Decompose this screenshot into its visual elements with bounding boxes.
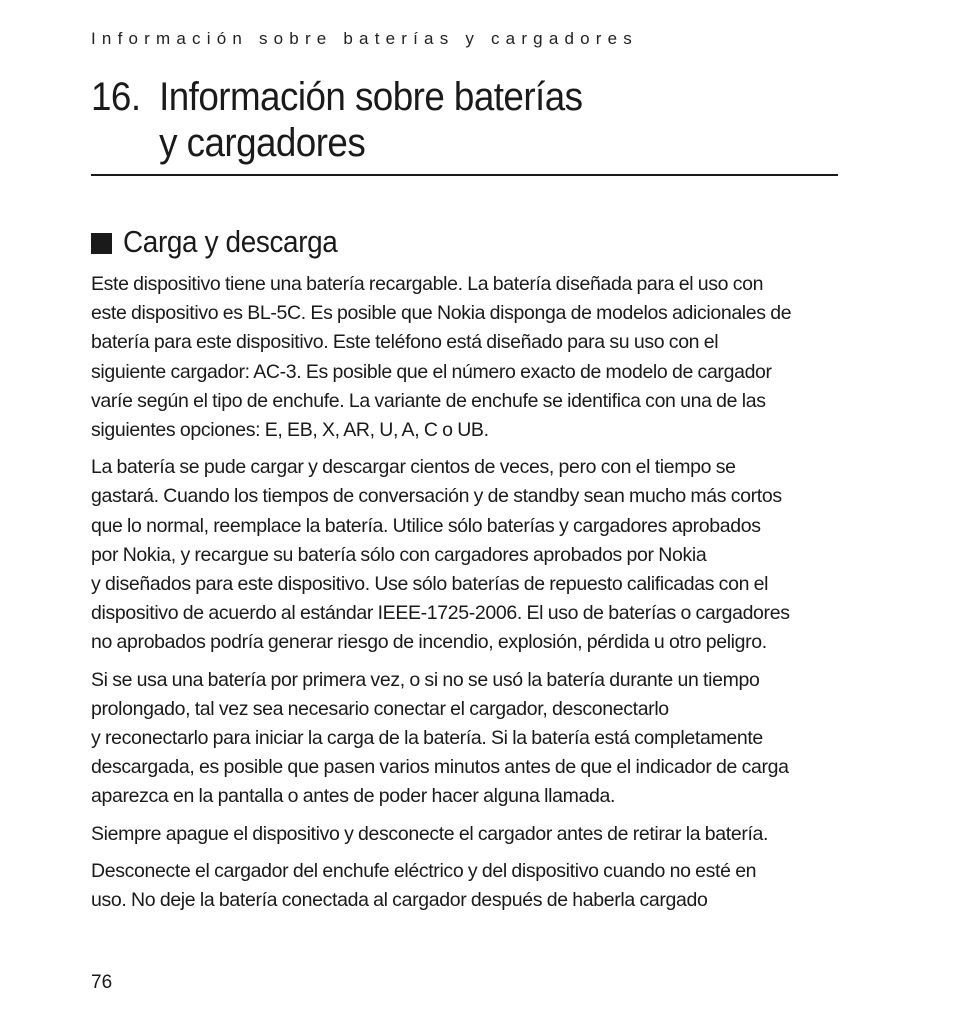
page-number: 76 — [91, 972, 113, 993]
chapter-heading — [91, 74, 838, 176]
text-line: Desconecte el cargador del enchufe eléctrico y del dispositivo cuando no esté en — [91, 859, 757, 882]
text-line: Este dispositivo tiene una batería recargable. La batería diseñada para el uso con — [91, 273, 764, 295]
paragraph — [91, 270, 843, 445]
chapter-title-line: y cargadores — [159, 121, 366, 165]
section-title: Carga y descarga — [123, 224, 338, 259]
square-bullet-icon — [91, 233, 112, 254]
paragraph — [91, 666, 843, 812]
text-line: y reconectarlo para iniciar la carga de la batería. Si la batería está completamente — [91, 727, 763, 750]
text-line: aparezca en la pantalla o antes de poder hacer alguna llamada. — [91, 785, 616, 808]
text-line: La batería se pude cargar y descargar cientos de veces, pero con el tiempo se — [91, 456, 736, 479]
paragraph — [91, 820, 843, 849]
chapter-number: 16. — [91, 75, 141, 119]
text-line: descargada, es posible que pasen varios minutos antes de que el indicador de carga — [91, 756, 789, 779]
text-line: siguiente cargador: AC-3. Es posible que el número exacto de modelo de cargador — [91, 360, 772, 383]
chapter-title — [91, 74, 778, 166]
text-line: y diseñados para este dispositivo. Use sólo baterías de repuesto calificadas con el — [91, 573, 769, 596]
text-line: por Nokia, y recargue su batería sólo con cargadores aprobados por Nokia — [91, 543, 707, 566]
chapter-title-line: Información sobre baterías — [159, 75, 583, 119]
text-line: este dispositivo es BL-5C. Es posible que Nokia disponga de modelos adicionales de — [91, 302, 792, 325]
body-text — [91, 270, 843, 923]
running-header: Información sobre baterías y cargadores — [91, 29, 639, 48]
text-line: dispositivo de acuerdo al estándar IEEE-1725-2006. El uso de baterías o cargadores — [91, 602, 790, 625]
text-line: Siempre apague el dispositivo y desconecte el cargador antes de retirar la batería. — [91, 822, 769, 845]
text-line: no aprobados podría generar riesgo de incendio, explosión, pérdida u otro peligro. — [91, 631, 767, 654]
text-line: batería para este dispositivo. Este teléfono está diseñado para su uso con el — [91, 331, 719, 354]
text-line: Si se usa una batería por primera vez, o si no se usó la batería durante un tiempo — [91, 668, 760, 691]
chapter-title-text — [159, 74, 674, 166]
text-line: gastará. Cuando los tiempos de conversación y de standby sean mucho más cortos — [91, 485, 782, 508]
text-line: varíe según el tipo de enchufe. La variante de enchufe se identifica con una de las — [91, 389, 766, 412]
text-line: siguientes opciones: E, EB, X, AR, U, A, C o UB. — [91, 419, 489, 442]
text-line: que lo normal, reemplace la batería. Utilice sólo baterías y cargadores aprobados — [91, 514, 761, 537]
text-line: uso. No deje la batería conectada al cargador después de haberla cargado — [91, 889, 708, 912]
text-line: prolongado, tal vez sea necesario conectar el cargador, desconectarlo — [91, 697, 669, 720]
section-heading — [91, 224, 361, 260]
paragraph — [91, 453, 843, 657]
paragraph — [91, 857, 843, 915]
